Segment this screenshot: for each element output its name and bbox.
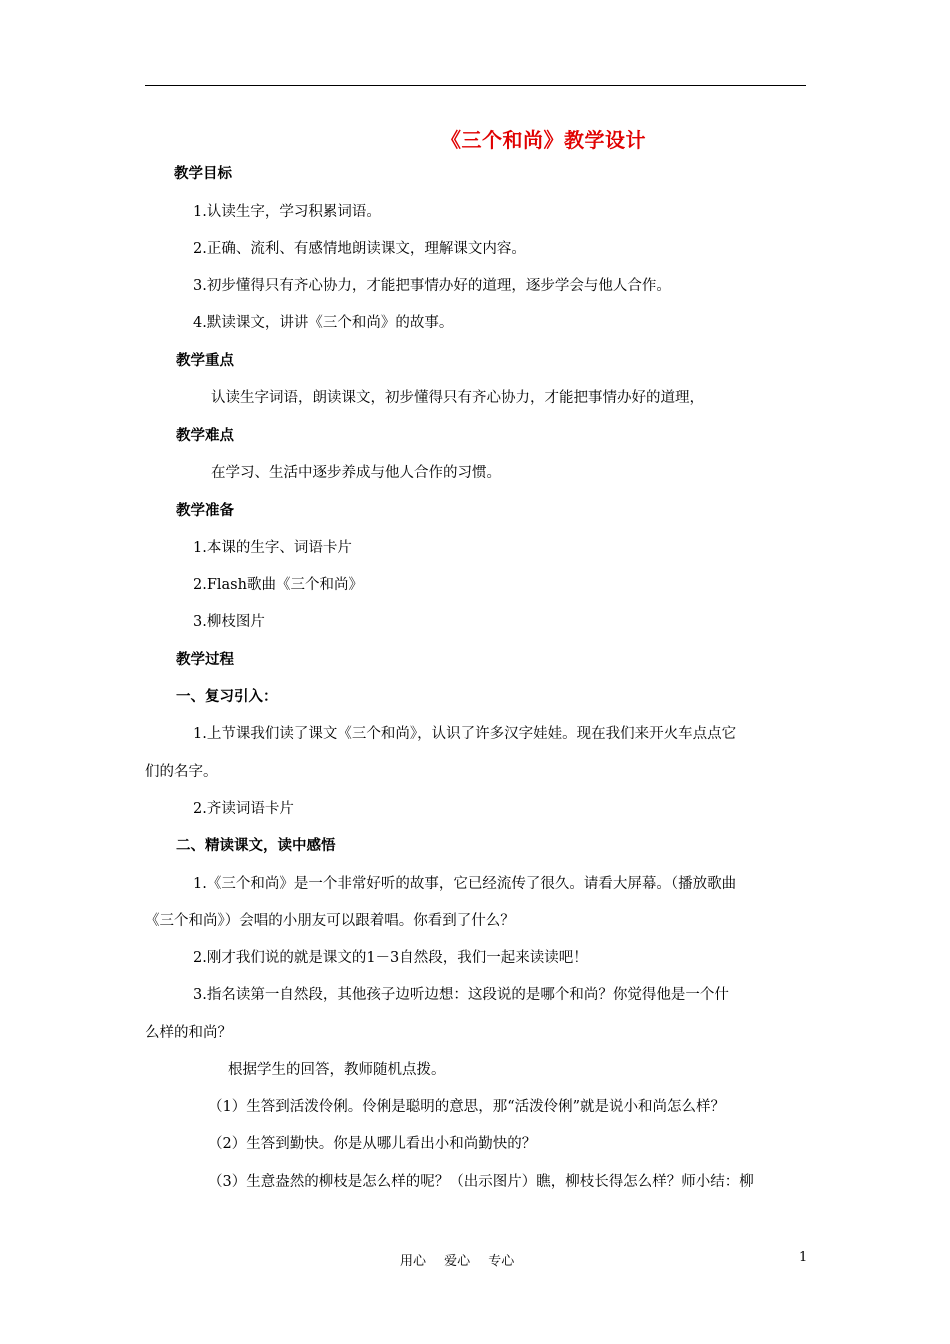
paragraph: 3.指名读第一自然段，其他孩子边听边想：这段说的是哪个和尚？你觉得他是一个什 — [193, 987, 729, 1003]
heading-objectives: 教学目标 — [174, 166, 232, 182]
objective-item: 2.正确、流利、有感情地朗读课文，理解课文内容。 — [193, 241, 526, 257]
paragraph: （3）生意盎然的柳枝是怎么样的呢？（出示图片）瞧，柳枝长得怎么样？师小结：柳 — [208, 1174, 754, 1190]
section-heading: 二、精读课文，读中感悟 — [176, 838, 336, 854]
page-number: 1 — [799, 1250, 808, 1265]
paragraph: 在学习、生活中逐步养成与他人合作的习惯。 — [211, 465, 501, 481]
preparation-item: 1.本课的生字、词语卡片 — [193, 540, 352, 556]
section-heading: 一、复习引入： — [176, 689, 278, 705]
objective-item: 3.初步懂得只有齐心协力，才能把事情办好的道理，逐步学会与他人合作。 — [193, 278, 671, 294]
objective-item: 4.默读课文，讲讲《三个和尚》的故事。 — [193, 315, 454, 331]
document-title: 《三个和尚》教学设计 — [441, 128, 646, 152]
objective-item: 1.认读生字，学习积累词语。 — [193, 204, 381, 220]
heading-difficulties: 教学难点 — [176, 428, 234, 444]
footer-motto: 用心 爱心 专心 — [400, 1254, 515, 1269]
preparation-item: 3.柳枝图片 — [193, 614, 265, 630]
paragraph: 根据学生的回答，教师随机点拨。 — [228, 1062, 446, 1078]
paragraph: 1.上节课我们读了课文《三个和尚》，认识了许多汉字娃娃。现在我们来开火车点点它 — [193, 726, 737, 742]
heading-preparation: 教学准备 — [176, 503, 234, 519]
paragraph: （1）生答到活泼伶俐。伶俐是聪明的意思，那“活泼伶俐”就是说小和尚怎么样？ — [208, 1099, 726, 1115]
paragraph: 1.《三个和尚》是一个非常好听的故事，它已经流传了很久。请看大屏幕。（播放歌曲 — [193, 876, 737, 892]
paragraph: 2.齐读词语卡片 — [193, 801, 294, 817]
paragraph: 认读生字词语，朗读课文，初步懂得只有齐心协力，才能把事情办好的道理， — [211, 390, 704, 406]
heading-key-points: 教学重点 — [176, 353, 234, 369]
paragraph: 们的名字。 — [145, 764, 218, 780]
preparation-item: 2.Flash歌曲《三个和尚》 — [193, 577, 363, 593]
header-rule — [145, 85, 806, 86]
paragraph: 么样的和尚？ — [145, 1025, 232, 1041]
paragraph: 《三个和尚》）会唱的小朋友可以跟着唱。你看到了什么？ — [145, 913, 515, 929]
paragraph: 2.刚才我们说的就是课文的1－3自然段，我们一起来读读吧！ — [193, 950, 588, 966]
paragraph: （2）生答到勤快。你是从哪儿看出小和尚勤快的？ — [208, 1136, 537, 1152]
heading-process: 教学过程 — [176, 652, 234, 668]
